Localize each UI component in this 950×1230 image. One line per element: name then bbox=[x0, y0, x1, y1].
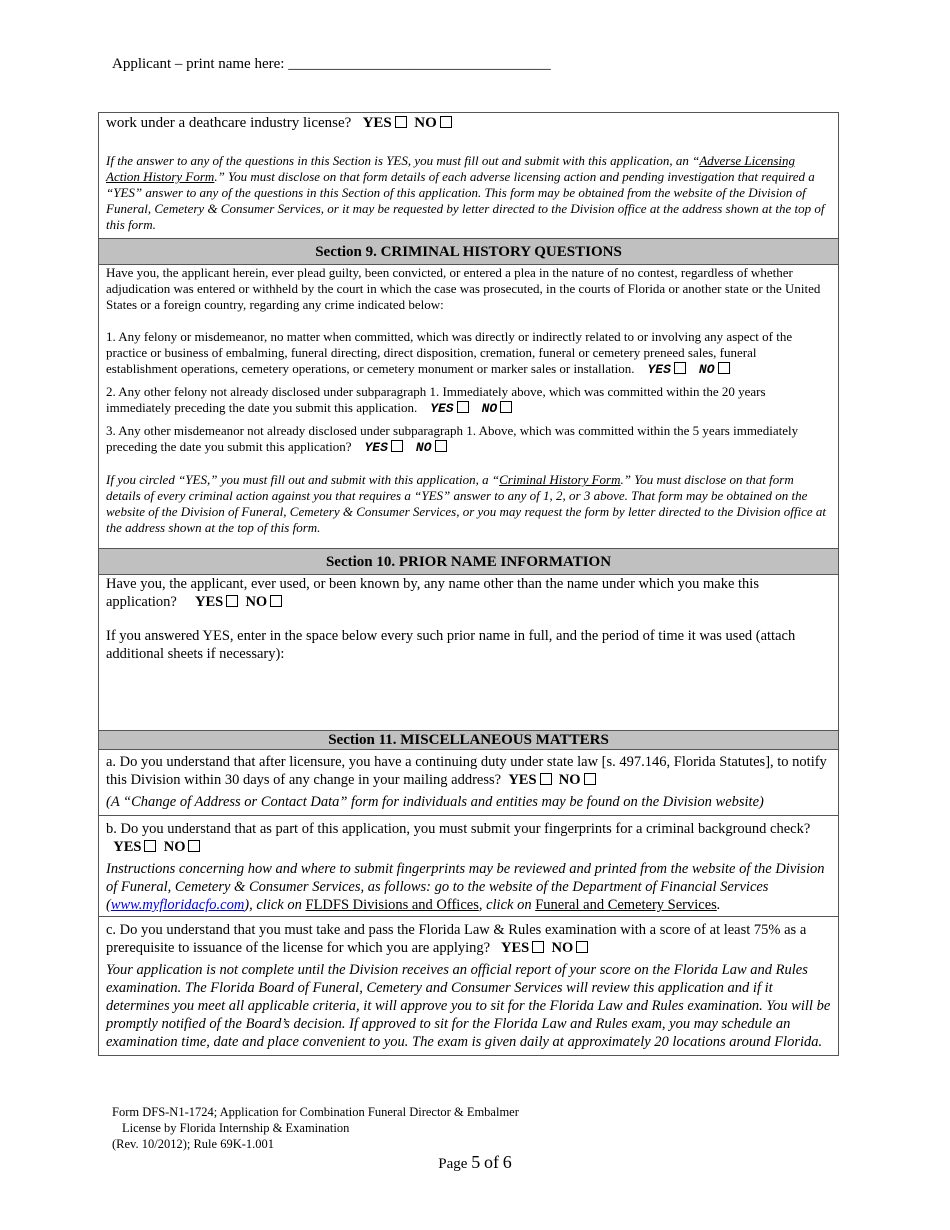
yes-label: YES bbox=[501, 940, 530, 956]
yes-label: YES bbox=[113, 839, 142, 855]
criminal-question-2: 2. Any other felony not already disclosed under subparagraph 1. Immediately above, which was committed within the 20 years immediately preceding the date you submit this application. YES NO bbox=[106, 384, 766, 416]
criminal-question-3: 3. Any other misdemeanor not already disclosed under subparagraph 1. Above, which was committed within the 5 years immediately preceding the date you submit this application? YES NO bbox=[106, 423, 799, 455]
fingerprint-yes-checkbox[interactable] bbox=[144, 840, 156, 852]
q3-yes-checkbox[interactable] bbox=[391, 440, 403, 452]
q1-yes-checkbox[interactable] bbox=[674, 362, 686, 374]
exam-yes-checkbox[interactable] bbox=[532, 941, 544, 953]
fingerprint-no-checkbox[interactable] bbox=[188, 840, 200, 852]
footer-license-type: License by Florida Internship & Examination bbox=[122, 1121, 350, 1135]
criminal-history-note: If you circled “YES,” you must fill out and submit with this application, a “Criminal History Form.” You must disclose on that form details of every criminal action against you that requires a “YES” answer to any of 1, 2, or 3 above. That form may be obtained on the website of the Division of Funeral, Cemetery & Consumer Services, or you may request the form by letter directed to the Division office at the address shown at the top of this form. bbox=[106, 472, 827, 535]
address-no-checkbox[interactable] bbox=[584, 773, 596, 785]
section11-header: Section 11. MISCELLANEOUS MATTERS bbox=[99, 730, 838, 750]
deathcare-license-question: work under a deathcare industry license? bbox=[106, 115, 352, 131]
criminal-question-1: 1. Any felony or misdemeanor, no matter when committed, which was directly or indirectly related to or involving any aspect of the practice or business of embalming, funeral directing, direct disposition, cremation, funeral or cemetery preneed sales, funeral establishment operations, cemetery operations, or cemetery monument or marker sales or installation. YES NO bbox=[106, 329, 793, 377]
q1-no-checkbox[interactable] bbox=[718, 362, 730, 374]
form-footer bbox=[112, 1104, 519, 1152]
yes-label: YES bbox=[430, 401, 454, 416]
no-label: NO bbox=[415, 440, 432, 455]
yes-label: YES bbox=[647, 362, 671, 377]
adverse-action-note: If the answer to any of the questions in this Section is YES, you must fill out and submit with this application, an “Adverse Licensing Action History Form.” You must disclose on that form details of each adverse licensing action and pending investigation that required a “YES” answer to any of the questions in this Section of this application. This form may be obtained from the website of the Division of Funeral, Cemetery & Consumer Services, or it may be requested by letter directed to the Division office at the address shown at the top of this form. bbox=[106, 153, 825, 232]
section10-body bbox=[99, 575, 838, 730]
no-label: NO bbox=[698, 362, 715, 377]
prior-name-yes-checkbox[interactable] bbox=[226, 595, 238, 607]
q2-no-checkbox[interactable] bbox=[500, 401, 512, 413]
prior-name-question: Have you, the applicant, ever used, or been known by, any name other than the name under which you make this application? YES NO bbox=[106, 576, 759, 610]
no-label: NO bbox=[551, 940, 574, 956]
fldfs-divisions-link[interactable]: FLDFS Divisions and Offices bbox=[305, 897, 479, 913]
no-label: NO bbox=[558, 772, 581, 788]
q2-yes-checkbox[interactable] bbox=[457, 401, 469, 413]
address-change-question: a. Do you understand that after licensure, you have a continuing duty under state law [s. 497.146, Florida Statutes], to notify this Division within 30 days of any change in your mailing address? YES NO bbox=[106, 754, 827, 788]
page-number: Page 5 of 6 bbox=[438, 1152, 512, 1172]
section9-header: Section 9. CRIMINAL HISTORY QUESTIONS bbox=[99, 238, 838, 265]
funeral-cemetery-services-link[interactable]: Funeral and Cemetery Services bbox=[535, 897, 717, 913]
footer-revision: (Rev. 10/2012); Rule 69K-1.001 bbox=[112, 1137, 275, 1151]
section11-a bbox=[99, 750, 838, 815]
exam-no-checkbox[interactable] bbox=[576, 941, 588, 953]
application-form bbox=[98, 112, 839, 1056]
myfloridacfo-link[interactable]: www.myfloridacfo.com bbox=[110, 897, 245, 913]
fingerprint-question: b. Do you understand that as part of this application, you must submit your fingerprints for a criminal background check? YES NO bbox=[106, 821, 811, 855]
address-yes-checkbox[interactable] bbox=[540, 773, 552, 785]
section9-intro: Have you, the applicant herein, ever plead guilty, been convicted, or entered a plea in the nature of no contest, regardless of whether adjudication was entered or withheld by the court in which the case was prosecuted, in the courts of Florida or another state or the United States or a foreign country, regarding any crime indicated below: bbox=[106, 265, 821, 312]
no-label: NO bbox=[163, 839, 186, 855]
applicant-name-line: Applicant – print name here: ___________________________________ bbox=[112, 56, 551, 72]
yes-label: YES bbox=[194, 594, 224, 610]
section10-header: Section 10. PRIOR NAME INFORMATION bbox=[99, 548, 838, 575]
fingerprint-instructions: Instructions concerning how and where to submit fingerprints may be reviewed and printed from the website of the Division of Funeral, Cemetery & Consumer Services, as follows: go to the website of the Department of Financial Services (www.myfloridacfo.com), click on FLDFS Divisions and Offices, click on Funeral and Cemetery Services. bbox=[106, 861, 825, 913]
section8-tail bbox=[99, 113, 838, 238]
deathcare-yes-checkbox[interactable] bbox=[395, 116, 407, 128]
prior-name-entry-area[interactable] bbox=[106, 663, 831, 725]
yes-label: YES bbox=[364, 440, 388, 455]
adverse-form-link: Adverse Licensing Action History Form bbox=[106, 153, 795, 184]
section11-b bbox=[99, 816, 838, 916]
section11-c bbox=[99, 917, 838, 1055]
criminal-form-link: Criminal History Form bbox=[499, 472, 621, 487]
yes-label: YES bbox=[362, 115, 392, 131]
prior-name-instruction: If you answered YES, enter in the space below every such prior name in full, and the period of time it was used (attach additional sheets if necessary): bbox=[106, 628, 796, 662]
deathcare-no-checkbox[interactable] bbox=[440, 116, 452, 128]
no-label: NO bbox=[414, 115, 437, 131]
section9-body bbox=[99, 265, 838, 548]
address-change-note: (A “Change of Address or Contact Data” form for individuals and entities may be found on the Division website) bbox=[106, 794, 764, 810]
no-label: NO bbox=[245, 594, 268, 610]
prior-name-no-checkbox[interactable] bbox=[270, 595, 282, 607]
q3-no-checkbox[interactable] bbox=[435, 440, 447, 452]
exam-note: Your application is not complete until the Division receives an official report of your score on the Florida Law and Rules examination. The Florida Board of Funeral, Cemetery and Consumer Services will review this application and if it determines you meet all applicable criteria, it will approve you to sit for the Florida Law and Rules examination. You will be promptly notified of the Board’s decision. If approved to sit for the Florida Law and Rules exam, you may schedule an examination time, date and place convenient to you. The exam is given daily at approximately 20 locations around Florida. bbox=[106, 962, 831, 1050]
yes-label: YES bbox=[508, 772, 537, 788]
exam-question: c. Do you understand that you must take and pass the Florida Law & Rules examination with a score of at least 75% as a prerequisite to issuance of the license for which you are applying? YES NO bbox=[106, 922, 807, 956]
footer-form-id: Form DFS-N1-1724; Application for Combination Funeral Director & Embalmer bbox=[112, 1105, 519, 1119]
no-label: NO bbox=[481, 401, 498, 416]
